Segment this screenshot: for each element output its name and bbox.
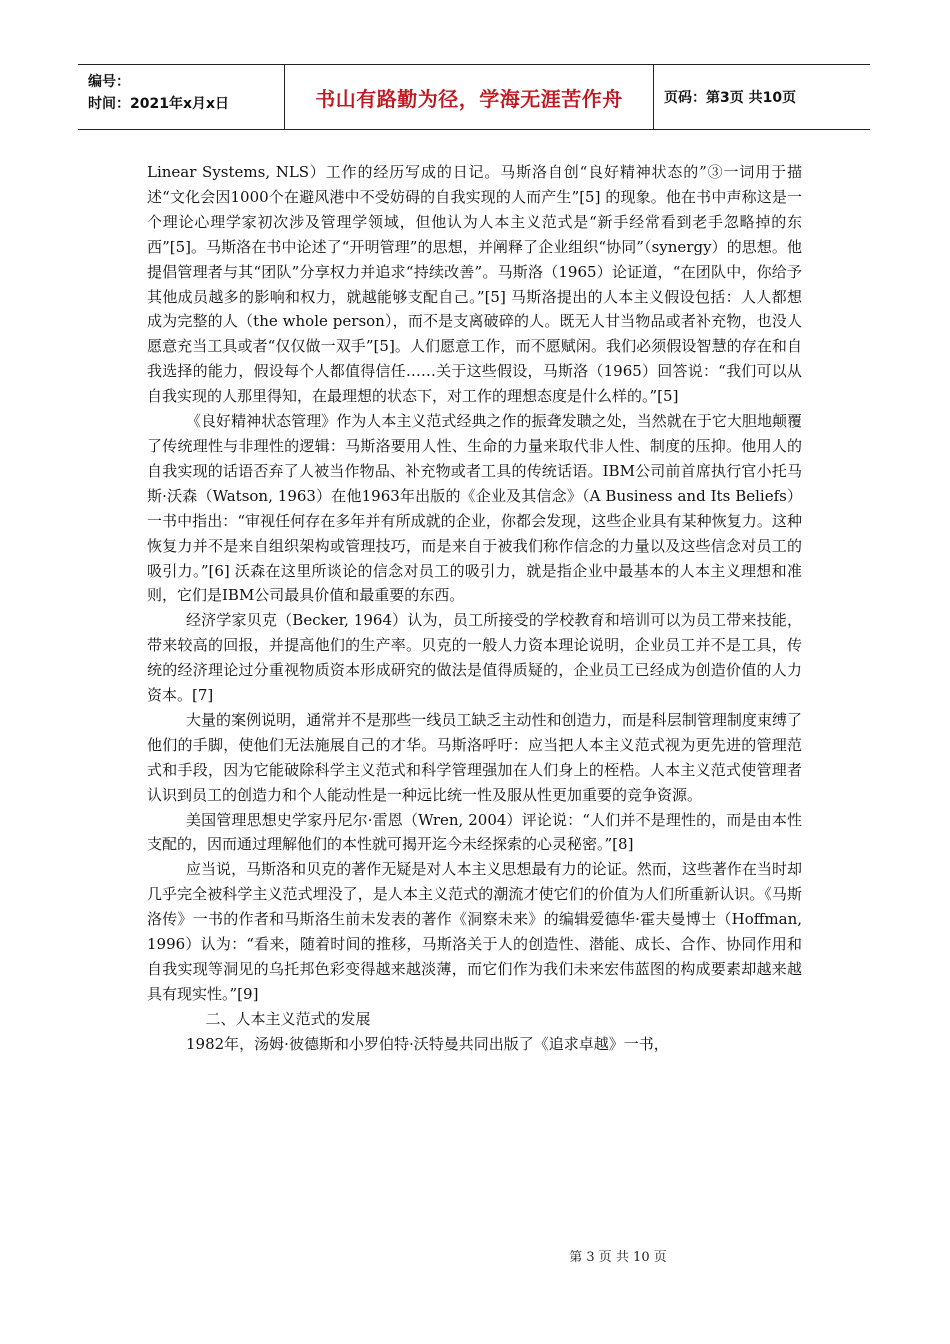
header-divider-right (653, 65, 654, 129)
header-motto: 书山有路勤为径，学海无涯苦作舟 (315, 86, 623, 111)
date-line: 时间：2021年x月x日 (88, 96, 230, 112)
serial-label: 编号： (88, 74, 130, 90)
paragraph: 1982年，汤姆·彼德斯和小罗伯特·沃特曼共同出版了《追求卓越》一书， (186, 1034, 669, 1053)
page-footer: 第 3 页 共 10 页 (569, 1250, 667, 1265)
paragraph: 大量的案例说明，通常并不是那些一线员工缺乏主动性和创造力，而是科层制管理制度束缚了他们的手脚，使他们无法施展自己的才华。马斯洛呼吁：应当把人本主义范式视为更先进的管理范式和手段，因为它能破除科学主义范式和科学管理强加在人们身上的桎梏。人本主义范式使管理者认识到员工的创造力和个人能动性是一种远比统一性及服从性更加重要的竞争资源。 (147, 710, 802, 804)
paragraph: 应当说，马斯洛和贝克的著作无疑是对人本主义思想最有力的论证。然而，这些著作在当时却几乎完全被科学主义范式埋没了，是人本主义范式的潮流才使它们的价值为人们所重新认识。《马斯洛传》一书的作者和马斯洛生前未发表的著作《洞察未来》的编辑爱德华·霍夫曼博士（Hoffman, 1996）认为：“看来，随着时间的推移，马斯洛关于人的创造性、潜能、成长、合作、协同作用和自我实现等洞见的乌托邦色彩变得越来越淡薄，而它们作为我们未来宏伟蓝图的构成要素却越来越具有现实性。”[9] (147, 860, 802, 1003)
document-body (147, 160, 802, 1057)
header-page-info: 页码：第3页 共10页 (664, 90, 797, 106)
header-meta (88, 71, 229, 115)
paragraph: 经济学家贝克（Becker, 1964）认为，员工所接受的学校教育和培训可以为员工带来技能，带来较高的回报，并提高他们的生产率。贝克的一般人力资本理论说明，企业员工并不是工具，传统的经济理论过分重视物质资本形成研究的做法是值得质疑的，企业员工已经成为创造价值的人力资本。[7] (147, 611, 802, 705)
paragraph: 《良好精神状态管理》作为人本主义范式经典之作的振聋发聩之处，当然就在于它大胆地颠覆了传统理性与非理性的逻辑：马斯洛要用人性、生命的力量来取代非人性、制度的压抑。他用人的自我实现的话语否弃了人被当作物品、补充物或者工具的传统话语。IBM公司前首席执行官小托马斯·沃森（Watson, 1963）在他1963年出版的《企业及其信念》（A Business and Its Beliefs）一书中指出：“审视任何存在多年并有所成就的企业，你都会发现，这些企业具有某种恢复力。这种恢复力并不是来自组织架构或管理技巧，而是来自于被我们称作信念的力量以及这些信念对员工的吸引力。”[6] 沃森在这里所谈论的信念对员工的吸引力，就是指企业中最基本的人本主义理想和准则，它们是IBM公司最具价值和最重要的东西。 (147, 412, 802, 605)
section-heading: 二、人本主义范式的发展 (205, 1009, 371, 1028)
paragraph: 美国管理思想史学家丹尼尔·雷恩（Wren, 2004）评论说：“人们并不是理性的，而是由本性支配的，因而通过理解他们的本性就可揭开迄今未经探索的心灵秘密。”[8] (147, 810, 802, 854)
paragraph-continuation: Linear Systems, NLS）工作的经历写成的日记。马斯洛自创“良好精神状态的”③一词用于描述“文化会因1000个在避风港中不受妨碍的自我实现的人而产生”[5] 的现象。他在书中声称这是一个理论心理学家初次涉及管理学领域，但他认为人本主义范式是“新手经常看到老手忽略掉的东西”[5]。马斯洛在书中论述了“开明管理”的思想，并阐释了企业组织“协同”（synergy）的思想。他提倡管理者与其“团队”分享权力并追求“持续改善”。马斯洛（1965）论证道，“在团队中，你给予其他成员越多的影响和权力，就越能够支配自己。”[5] 马斯洛提出的人本主义假设包括：人人都想成为完整的人（the whole person），而不是支离破碎的人。既无人甘当物品或者补充物，也没人愿意充当工具或者“仅仅做一双手”[5]。人们愿意工作，而不愿赋闲。我们必须假设智慧的存在和自我选择的能力，假设每个人都值得信任……关于这些假设，马斯洛（1965）回答说：“我们可以从自我实现的人那里得知，在最理想的状态下，对工作的理想态度是什么样的。”[5] (147, 163, 802, 406)
page-header (78, 64, 870, 130)
